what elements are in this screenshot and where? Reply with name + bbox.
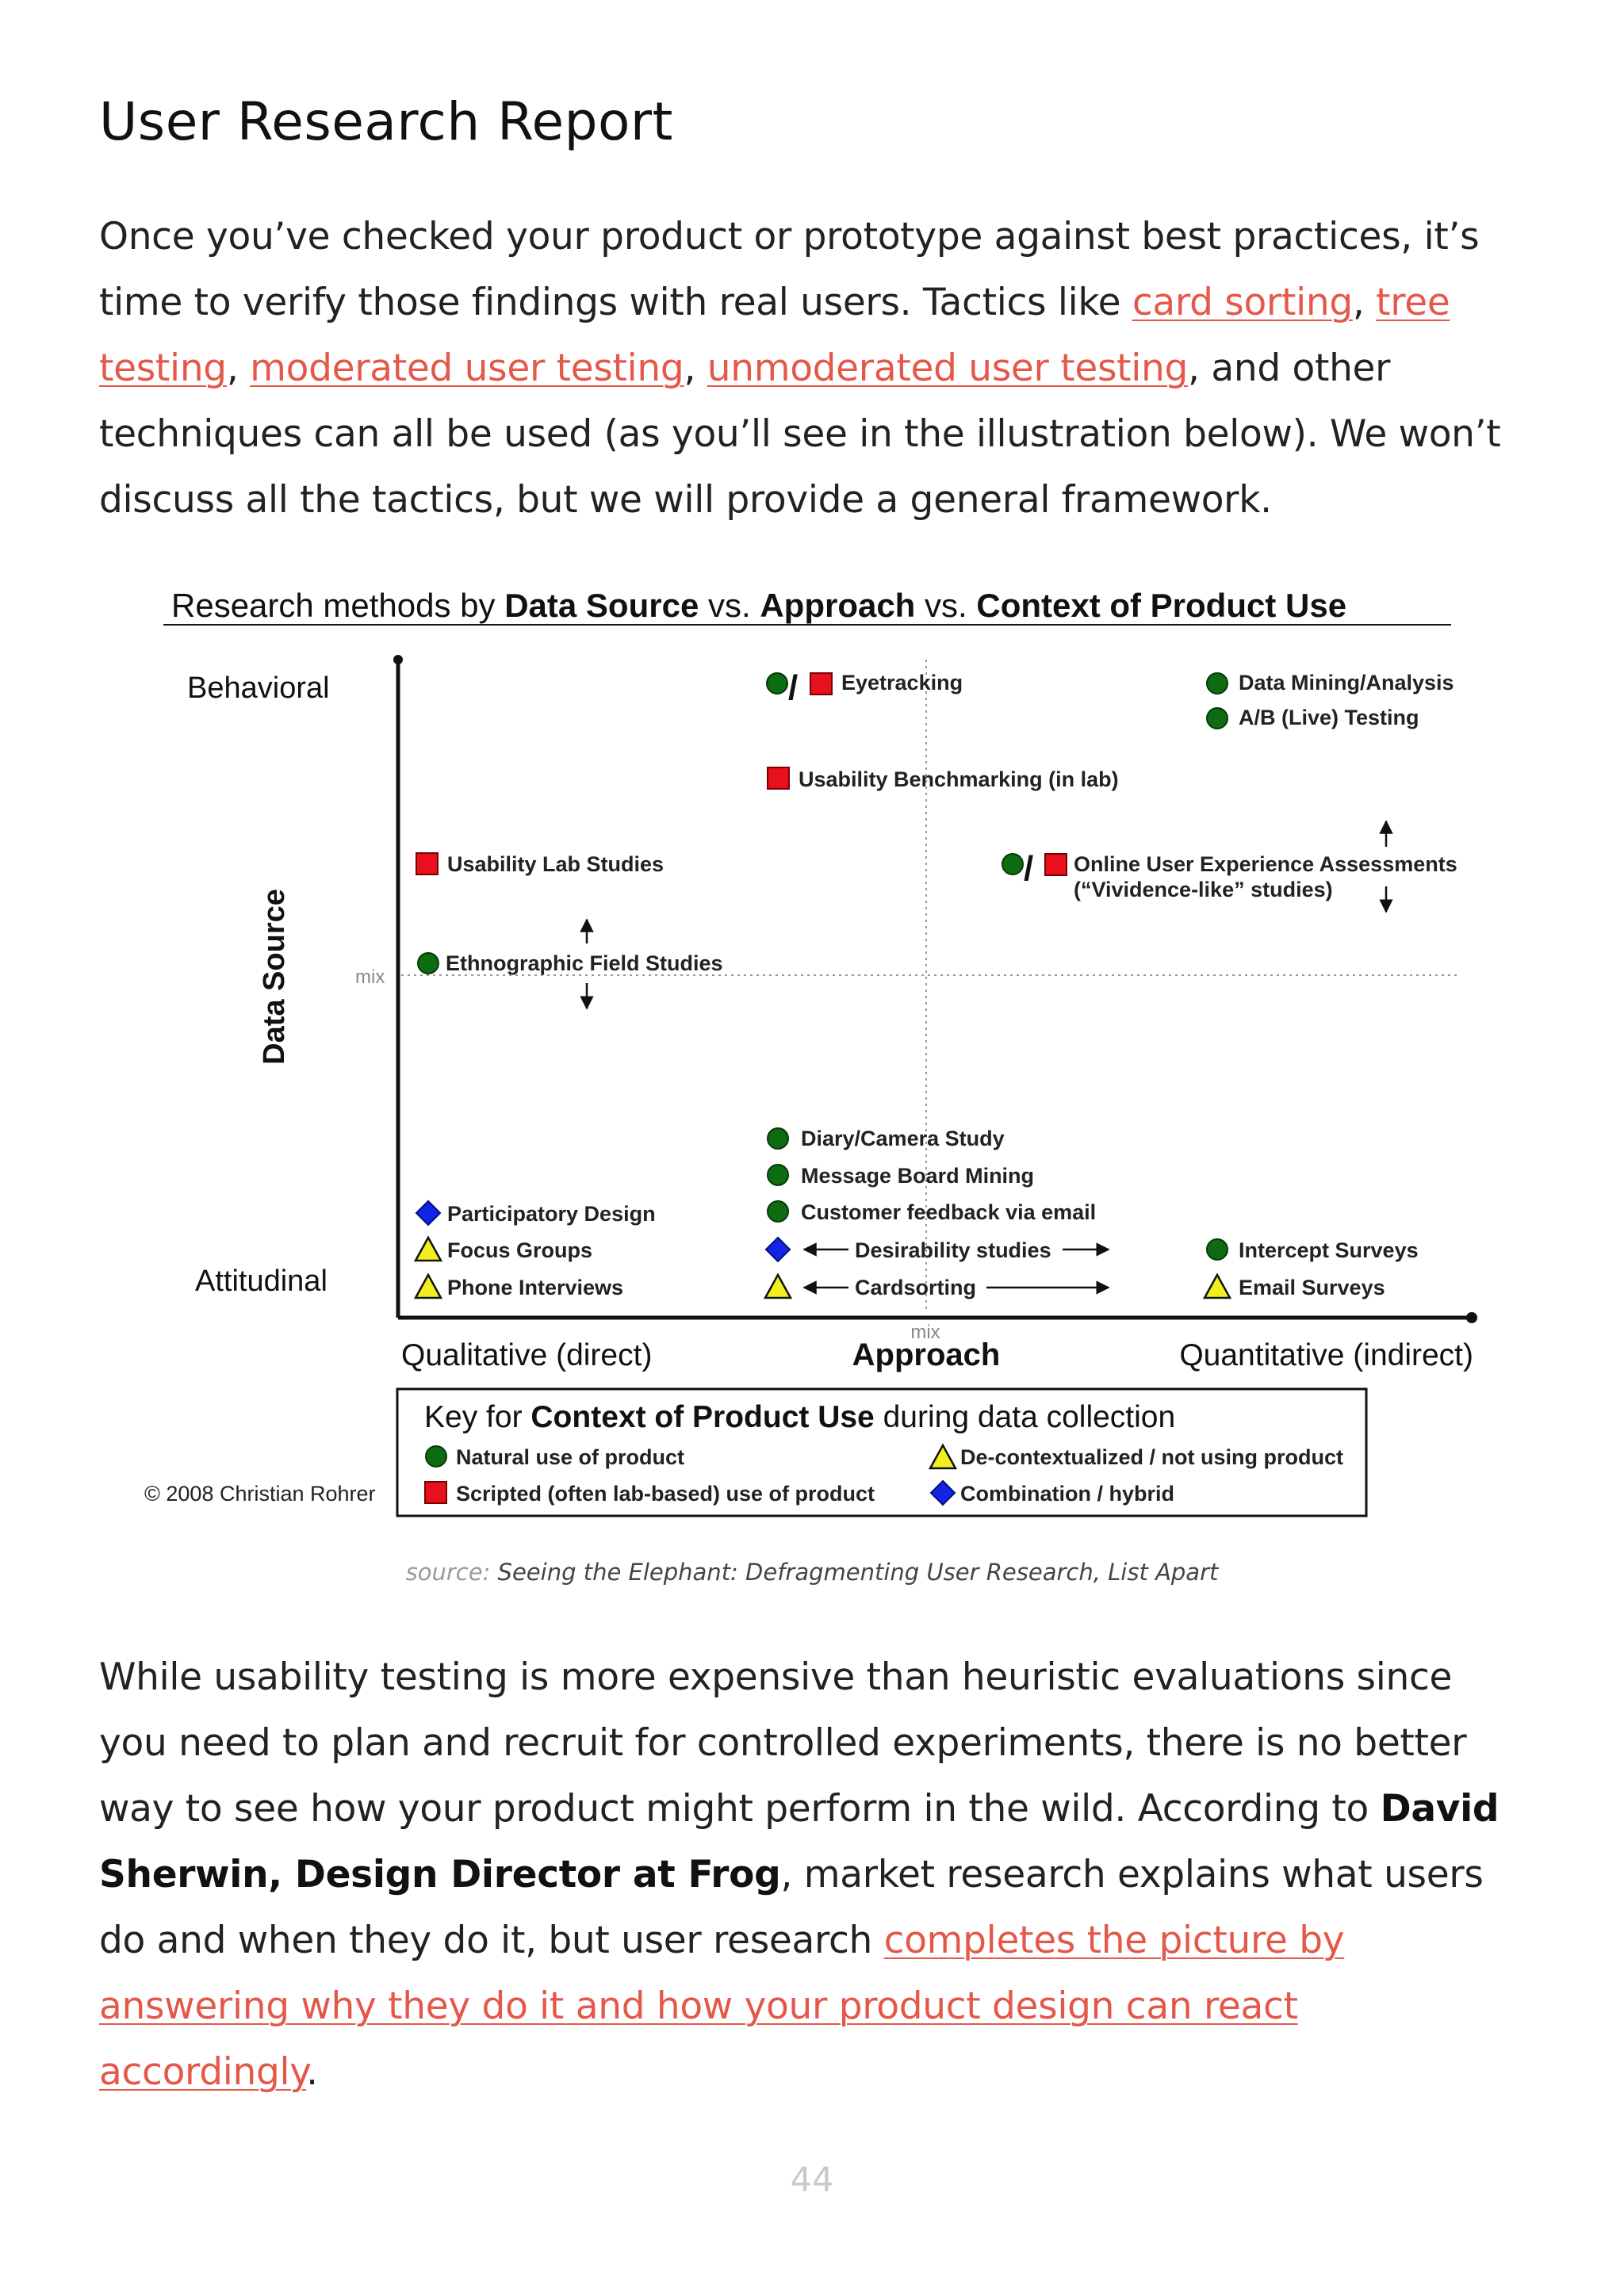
body-bold-text: David Sherwin, Design Director at Frog <box>99 1787 1500 1896</box>
intro-text: , and other techniques can all be used (as you’ll see in the illustration below). We won’t discuss all the tactics, but we will provide a general framework. <box>99 346 1501 522</box>
scripted-use-square-icon <box>810 673 832 695</box>
body-text: . <box>306 2050 318 2094</box>
method-data-mining: Data Mining/Analysis <box>1239 671 1454 695</box>
method-diary: Diary/Camera Study <box>801 1127 1005 1150</box>
natural-use-circle-icon <box>767 673 787 694</box>
method-message-board: Message Board Mining <box>801 1164 1035 1188</box>
method-phone-interviews: Phone Interviews <box>447 1276 624 1299</box>
x-axis-title: Approach <box>852 1337 1001 1372</box>
method-cardsorting: Cardsorting <box>855 1276 977 1299</box>
page-title: User Research Report <box>99 91 673 152</box>
legend-combination: Combination / hybrid <box>960 1482 1174 1506</box>
decontextualized-triangle-icon <box>1205 1275 1230 1298</box>
figure-copyright: © 2008 Christian Rohrer <box>144 1482 376 1506</box>
x-axis-end-dot <box>1466 1312 1477 1323</box>
figure-title: Research methods by Data Source vs. Approach vs. Context of Product Use <box>171 587 1347 624</box>
y-axis-mix-label: mix <box>355 966 385 988</box>
x-axis-right-label: Quantitative (indirect) <box>1179 1338 1473 1372</box>
method-email-surveys: Email Surveys <box>1239 1276 1385 1299</box>
intro-separator: , <box>226 346 251 390</box>
slash-separator: / <box>788 668 799 707</box>
method-eyetracking: Eyetracking <box>841 671 963 695</box>
legend-decontextualized: De-contextualized / not using product <box>960 1445 1344 1469</box>
legend-natural: Natural use of product <box>456 1445 685 1469</box>
link-moderated-user-testing[interactable]: moderated user testing <box>250 346 684 390</box>
y-axis-end-dot <box>393 655 403 664</box>
caption-source-label: source: <box>405 1559 491 1586</box>
intro-separator: , <box>1352 281 1377 324</box>
combination-diamond-icon <box>766 1238 790 1261</box>
legend-scripted: Scripted (often lab-based) use of product <box>456 1482 875 1506</box>
method-usability-benchmarking: Usability Benchmarking (in lab) <box>799 767 1119 791</box>
y-axis-title: Data Source <box>258 889 291 1065</box>
slash-separator: / <box>1024 849 1034 888</box>
x-axis-mix-label: mix <box>910 1322 940 1343</box>
decontextualized-triangle-icon <box>416 1275 441 1298</box>
natural-use-circle-icon <box>1002 854 1023 874</box>
figure-caption <box>0 1559 1624 1586</box>
caption-source-text: Seeing the Elephant: Defragmenting User Research, List Apart <box>490 1559 1219 1586</box>
decontextualized-triangle-icon <box>765 1275 791 1298</box>
decontextualized-triangle-icon <box>416 1238 441 1261</box>
link-completes-the-picture[interactable]: completes the picture by answering why they do it and how your product design can react accordingly <box>99 1919 1345 2094</box>
intro-text: Once you’ve checked your product or prototype against best practices, it’s time to verify those findings with real users. Tactics like <box>99 215 1480 324</box>
intro-separator: , <box>684 346 707 390</box>
combination-diamond-icon <box>416 1201 440 1225</box>
natural-use-circle-icon <box>768 1201 788 1222</box>
method-usability-lab-studies: Usability Lab Studies <box>447 852 665 876</box>
page-number: 44 <box>790 2160 834 2200</box>
natural-use-circle-icon <box>426 1446 446 1467</box>
scripted-use-square-icon <box>1045 854 1067 875</box>
method-ethnographic: Ethnographic Field Studies <box>446 951 723 975</box>
y-axis-bottom-label: Attitudinal <box>195 1265 327 1298</box>
natural-use-circle-icon <box>418 953 439 974</box>
x-axis-left-label: Qualitative (direct) <box>401 1338 653 1372</box>
method-ab-testing: A/B (Live) Testing <box>1239 706 1419 729</box>
scripted-use-square-icon <box>416 853 438 874</box>
natural-use-circle-icon <box>1207 708 1228 729</box>
scripted-use-square-icon <box>425 1482 446 1503</box>
body-paragraph <box>99 1644 1526 2105</box>
natural-use-circle-icon <box>1207 673 1228 694</box>
link-card-sorting[interactable]: card sorting <box>1132 281 1353 324</box>
link-tree-testing[interactable]: tree testing <box>99 281 1450 390</box>
y-axis-top-label: Behavioral <box>187 672 330 705</box>
body-text: While usability testing is more expensive than heuristic evaluations since you need to plan and recruit for controlled experiments, there is no better way to see how your product might perform in the wild. According to <box>99 1655 1467 1831</box>
method-intercept-surveys: Intercept Surveys <box>1239 1238 1419 1262</box>
scripted-use-square-icon <box>768 767 789 789</box>
legend-title: Key for Context of Product Use during data collection <box>424 1400 1176 1434</box>
method-online-ux: Online User Experience Assessments <box>1074 852 1457 876</box>
natural-use-circle-icon <box>1207 1239 1228 1260</box>
natural-use-circle-icon <box>768 1128 788 1149</box>
method-customer-feedback: Customer feedback via email <box>801 1200 1097 1224</box>
method-desirability: Desirability studies <box>855 1238 1051 1262</box>
method-participatory: Participatory Design <box>447 1202 656 1226</box>
link-unmoderated-user-testing[interactable]: unmoderated user testing <box>707 346 1189 390</box>
body-text: , market research explains what users do and when they do it, but user research <box>99 1853 1484 1962</box>
method-online-ux-sub: (“Vividence-like” studies) <box>1074 878 1333 901</box>
natural-use-circle-icon <box>768 1165 788 1185</box>
method-focus-groups: Focus Groups <box>447 1238 593 1262</box>
